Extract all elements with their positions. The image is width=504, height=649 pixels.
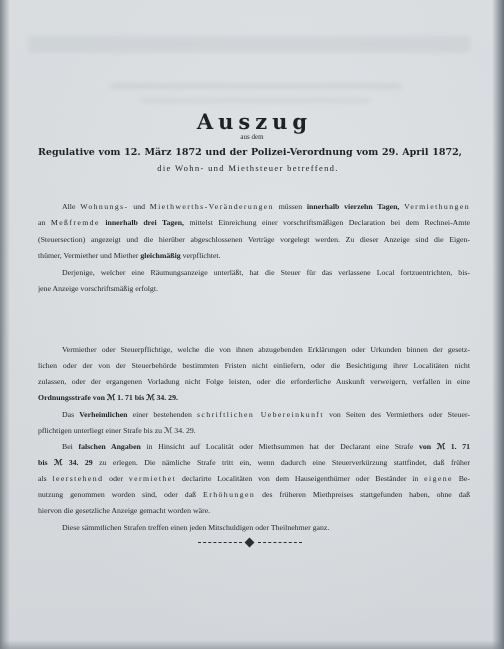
text-run: als <box>38 474 53 484</box>
divider-dash-left <box>198 542 242 543</box>
ornament-divider <box>198 538 302 548</box>
text-run: Vermiether oder Steuerpflichtige, welche die von ihnen abzugebenden Erklärungen oder Urkunden binnen der gesetz- <box>62 345 470 354</box>
paragraph-line <box>38 423 470 439</box>
bold-text: Verheimlichen <box>79 409 128 419</box>
paragraph-line <box>38 374 470 390</box>
bold-text: gleichmäßig <box>140 251 181 261</box>
regulation-heading: Regulative vom 12. März 1872 und der Polizei-Verordnung vom 29. April 1872, <box>38 147 462 158</box>
paragraph-line <box>38 232 470 248</box>
paragraph-line <box>38 471 470 487</box>
text-run: hiervon die gesetzliche Anzeige gemacht worden wäre. <box>38 506 211 516</box>
bold-text: innerhalb vierzehn Tagen, <box>306 202 400 211</box>
spaced-text: vermiethet <box>128 474 177 484</box>
spaced-text: Miethwerths-Veränderungen <box>149 202 274 211</box>
text-run: mittelst Einreichung einer vorschriftsmäßigen Declaration bei dem Rechnei-Amte <box>184 218 470 228</box>
paragraph <box>38 342 470 407</box>
paragraph-line <box>38 390 470 406</box>
text-run: und <box>128 202 150 211</box>
paragraph <box>38 265 470 298</box>
paragraph-line <box>38 265 470 281</box>
paragraph-line <box>38 342 470 358</box>
reverse-side-show-through <box>28 36 470 53</box>
text-run: zu erlegen. Die nämliche Strafe tritt ein, wenn dadurch eine Steuerverkürzung stattfindet, daß früher <box>92 457 470 467</box>
text-run: Derjenige, welcher eine Räumungsanzeige unterläßt, hat die Steuer für das verlassene Local fortzuentrichten, bis- <box>62 267 470 277</box>
paragraph-line <box>38 215 470 231</box>
text-run: verpflichtet. <box>180 251 221 261</box>
scan-edge-bottom <box>0 640 504 649</box>
spaced-text: leerstehend <box>52 474 104 484</box>
bold-text: bis ℳ 34. 29 <box>38 457 93 467</box>
paragraph-line <box>38 455 470 471</box>
paragraph-line <box>38 281 470 297</box>
divider-dash-right <box>258 542 302 543</box>
text-run: des früheren Miethpreises stattgefunden haben, ohne daß <box>255 490 470 500</box>
spaced-text: schriftlichen Uebereinkunft <box>197 409 324 419</box>
text-run: thümer, Vermiether und Miether <box>38 251 141 261</box>
text-run: Be- <box>452 474 470 484</box>
text-run: Bei <box>62 441 79 451</box>
scan-edge-left <box>0 0 10 649</box>
paragraph <box>38 439 470 520</box>
text-run: nutzung genommen worden sind, oder daß <box>38 490 204 500</box>
title-preposition: aus dem <box>240 133 264 141</box>
text-run: jene Anzeige vorschriftsmäßig erfolgt. <box>38 283 158 293</box>
paragraph <box>38 407 470 439</box>
spaced-text: eigene <box>424 474 453 484</box>
text-run: an <box>38 218 51 228</box>
text-run: zulassen, oder der ergangenen Vorladung nicht Folge leisten, oder die erforderliche Auskunft verweigern, verfallen in eine <box>38 377 470 387</box>
paragraph-line <box>38 248 470 264</box>
text-run: von Seiten des Vermiethers oder Steuer- <box>323 409 470 419</box>
reverse-side-show-through <box>140 98 370 103</box>
paragraph-line <box>38 358 470 374</box>
bold-text: Ordnungsstrafe von ℳ 1. 71 bis ℳ 34. 29. <box>38 393 178 403</box>
text-run: in Hinsicht auf Localität oder Miethsummen hat der Declarant eine Strafe <box>140 441 419 451</box>
divider-diamond-icon <box>245 538 255 548</box>
paragraph <box>38 520 470 536</box>
spaced-text: Erhöhungen <box>203 490 256 500</box>
paragraph-line <box>38 199 470 215</box>
subject-line: die Wohn- und Miethsteuer betreffend. <box>157 163 339 173</box>
scan-edge-right <box>492 0 504 649</box>
text-run: Alle <box>62 202 81 211</box>
text-run: Diese sämmtlichen Strafen treffen einen jeden Mitschuldigen oder Theilnehmer ganz. <box>62 522 330 532</box>
notice-section-reporting-duties <box>38 199 470 297</box>
paragraph-line <box>38 520 470 536</box>
text-run: pflichtigen unterliegt einer Strafe bis zu ℳ 34. 29. <box>38 425 196 435</box>
bold-text: von ℳ 1. 71 <box>418 441 470 451</box>
paragraph-line <box>38 439 470 455</box>
text-run: Das <box>62 409 80 419</box>
bold-text: falschen Angaben <box>78 441 141 451</box>
spaced-text: Wohnungs- <box>80 202 129 211</box>
text-run: einer bestehenden <box>127 409 197 419</box>
text-run: declarirte Localitäten von dem Hauseigenthümer oder Beständer in <box>176 474 425 484</box>
paragraph <box>38 199 470 265</box>
text-run: oder <box>103 474 129 484</box>
reverse-side-show-through <box>110 83 402 89</box>
document-title: Auszug <box>196 109 313 134</box>
paragraph-line <box>38 487 470 503</box>
notice-section-penalties <box>38 342 470 536</box>
paragraph-line <box>38 503 470 519</box>
bold-text: innerhalb drei Tagen, <box>105 218 184 228</box>
spaced-text: Meßfremde <box>50 218 100 228</box>
spaced-text: Vermiethungen <box>404 202 470 211</box>
paragraph-line <box>38 407 470 423</box>
text-run: müssen <box>273 202 307 211</box>
text-run: lichen oder der von der Steuerbehörde bestimmten Fristen nicht einliefern, oder die Besichtigung ihrer Localitäten nicht <box>38 361 470 371</box>
text-run: (Steuersection) angezeigt und die hierüber abgeschlossenen Verträge vorgelegt werden. Zu dieser Anzeige sind die Eigen- <box>38 234 470 244</box>
